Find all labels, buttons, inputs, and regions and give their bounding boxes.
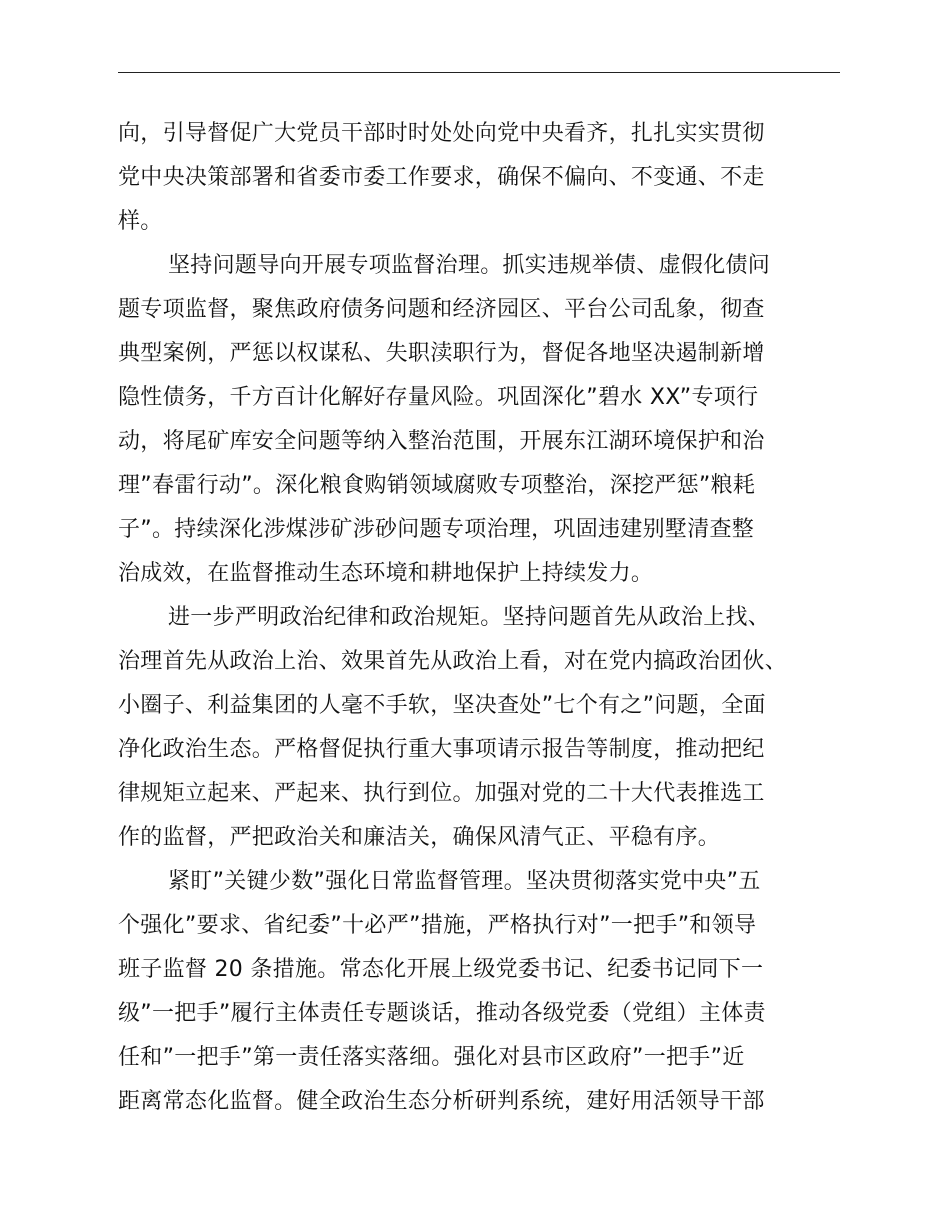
paragraph-heading-line: 进一步严明政治纪律和政治规矩。坚持问题首先从政治上找、 [168, 605, 771, 630]
text-line: 治成效，在监督推动生态环境和耕地保护上持续发力。 [118, 561, 654, 586]
text-line: 任和”一把手”第一责任落实落细。强化对县市区政府”一把手”近 [118, 1045, 745, 1070]
text-line: 个强化”要求、省纪委”十必严”措施，严格执行对”一把手”和领导 [118, 913, 757, 938]
text-line: 样。 [118, 209, 163, 234]
paragraph-heading-line: 紧盯”关键少数”强化日常监督管理。坚决贯彻落实党中央”五 [168, 869, 761, 894]
text-line: 动，将尾矿库安全问题等纳入整治范围，开展东江湖环境保护和治 [118, 429, 765, 454]
text-line: 子”。持续深化涉煤涉矿涉砂问题专项治理，巩固违建别墅清查整 [118, 517, 755, 542]
text-line: 小圈子、利益集团的人毫不手软，坚决查处”七个有之”问题，全面 [118, 693, 766, 718]
text-line: 隐性债务，千方百计化解好存量风险。巩固深化”碧水 XX”专项行 [118, 385, 759, 410]
text-line: 题专项监督，聚焦政府债务问题和经济园区、平台公司乱象，彻查 [118, 297, 765, 322]
text-line: 距离常态化监督。健全政治生态分析研判系统，建好用活领导干部 [118, 1089, 765, 1114]
text-line: 向，引导督促广大党员干部时时处处向党中央看齐，扎扎实实贯彻 [118, 121, 765, 146]
text-line: 作的监督，严把政治关和廉洁关，确保风清气正、平稳有序。 [118, 825, 721, 850]
text-line: 净化政治生态。严格督促执行重大事项请示报告等制度，推动把纪 [118, 737, 765, 762]
paragraph-heading-line: 坚持问题导向开展专项监督治理。抓实违规举债、虚假化债问 [168, 253, 771, 278]
text-line: 律规矩立起来、严起来、执行到位。加强对党的二十大代表推选工 [118, 781, 765, 806]
text-line: 党中央决策部署和省委市委工作要求，确保不偏向、不变通、不走 [118, 165, 765, 190]
text-line: 班子监督 20 条措施。常态化开展上级党委书记、纪委书记同下一 [118, 957, 764, 982]
document-body [118, 112, 848, 1124]
header-rule [118, 72, 840, 73]
text-line: 理”春雷行动”。深化粮食购销领域腐败专项整治，深挖严惩”粮耗 [118, 473, 756, 498]
text-line: 典型案例，严惩以权谋私、失职渎职行为，督促各地坚决遏制新增 [118, 341, 765, 366]
text-line: 治理首先从政治上治、效果首先从政治上看，对在党内搞政治团伙、 [118, 649, 788, 674]
text-line: 级”一把手”履行主体责任专题谈话，推动各级党委（党组）主体责 [118, 1001, 766, 1026]
